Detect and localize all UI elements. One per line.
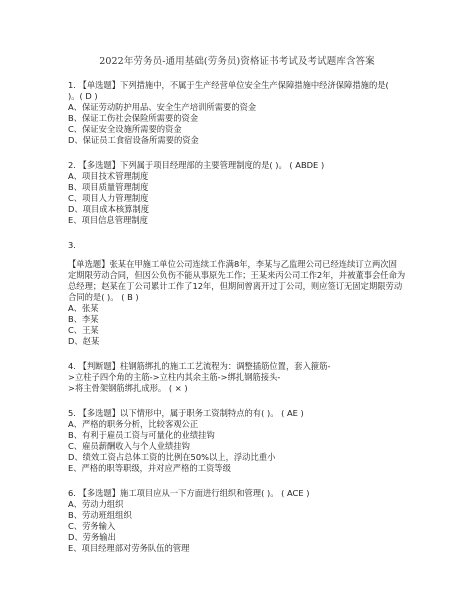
question-3-number: 3. <box>68 240 76 250</box>
question-1-option-b: B、保证工伤社会保险所需要的资金 <box>68 113 199 123</box>
question-3-line-3: 总经理；赵某在丁公司累计工作了12年，但期间曾离开过丁公司，则应签订无固定期限劳动 <box>68 281 403 291</box>
question-2-option-b: B、项目质量管理制度 <box>68 182 149 192</box>
question-5-option-e: E、严格的职等职级，并对应严格的工资等级 <box>68 463 231 473</box>
question-3-option-b: B、李某 <box>68 314 99 324</box>
question-6-option-a: A、劳动力组织 <box>68 499 124 509</box>
question-2-option-c: C、项目人力管理制度 <box>68 193 149 203</box>
question-3 <box>68 240 413 347</box>
question-3-line-4: 合同的是( )。 ( B ) <box>68 292 139 302</box>
question-1-option-d: D、保证员工食宿设备所需要的资金 <box>68 135 199 145</box>
question-4-line-1: 4. 【判断题】柱钢筋绑扎的施工工艺流程为：调整插筋位置，套入箍筋- <box>68 361 331 371</box>
question-4-line-3: >将主骨架钢筋绑扎成形。 ( × ) <box>68 383 188 393</box>
question-2-line-1: 2. 【多选题】下列属于项目经理部的主要管理制度的是( )。 ( ABDE ) <box>68 160 325 170</box>
question-2-option-a: A、项目技术管理制度 <box>68 171 149 181</box>
question-3-option-a: A、张某 <box>68 303 99 313</box>
question-3-option-d: D、赵某 <box>68 336 100 346</box>
question-1-option-a: A、保证劳动防护用品、安全生产培训所需要的资金 <box>68 102 257 112</box>
question-6-option-c: C、劳务输入 <box>68 521 116 531</box>
question-5-option-d: D、绩效工资占总体工资的比例在50%以上，浮动比重小 <box>68 452 276 462</box>
question-list <box>68 80 413 568</box>
question-1-option-c: C、保证安全设施所需要的资金 <box>68 124 182 134</box>
question-5 <box>68 408 413 474</box>
question-2-option-e: E、项目信息管理制度 <box>68 215 148 225</box>
question-1 <box>68 80 413 146</box>
question-2-option-d: D、项目成本核算制度 <box>68 204 150 214</box>
question-3-line-1: 【单选题】张某在甲施工单位公司连续工作满8年，李某与乙监理公司已经连续订立两次固 <box>68 259 397 269</box>
question-6-option-d: D、劳务输出 <box>68 532 116 542</box>
question-5-option-a: A、严格的职务分析，比较客观公正 <box>68 419 199 429</box>
question-5-line-1: 5. 【多选题】以下情形中，属于职务工资制特点的有( )。 ( AE ) <box>68 408 304 418</box>
question-6-option-e: E、项目经理部对劳务队伍的管理 <box>68 543 190 553</box>
question-3-option-c: C、王某 <box>68 325 99 335</box>
question-6 <box>68 488 413 554</box>
question-1-line-2: )。( D ) <box>68 91 98 101</box>
question-5-option-b: B、有利于雇员工资与可量化的业绩挂钩 <box>68 430 215 440</box>
question-1-line-1: 1. 【单选题】下列措施中，不属于生产经营单位安全生产保障措施中经济保障措施的是( <box>68 80 389 90</box>
question-4-line-2: >立柱子四个角的主筋->立柱内其余主筋->绑扎钢筋接头- <box>68 372 281 382</box>
page-title: 2022年劳务员-通用基础(劳务员)资格证书考试及考试题库含答案 <box>99 56 375 67</box>
question-6-option-b: B、劳动班组组织 <box>68 510 132 520</box>
question-4 <box>68 361 413 394</box>
question-2 <box>68 160 413 226</box>
question-6-line-1: 6. 【多选题】施工项目应从一下方面进行组织和管理( )。 ( ACE ) <box>68 488 310 498</box>
question-3-line-2: 定期限劳动合同，但因公负伤不能从事原先工作；王某来丙公司工作2年，并被董事会任命为 <box>68 270 406 280</box>
question-5-option-c: C、雇员薪酬收入与个人业绩挂钩 <box>68 441 190 451</box>
